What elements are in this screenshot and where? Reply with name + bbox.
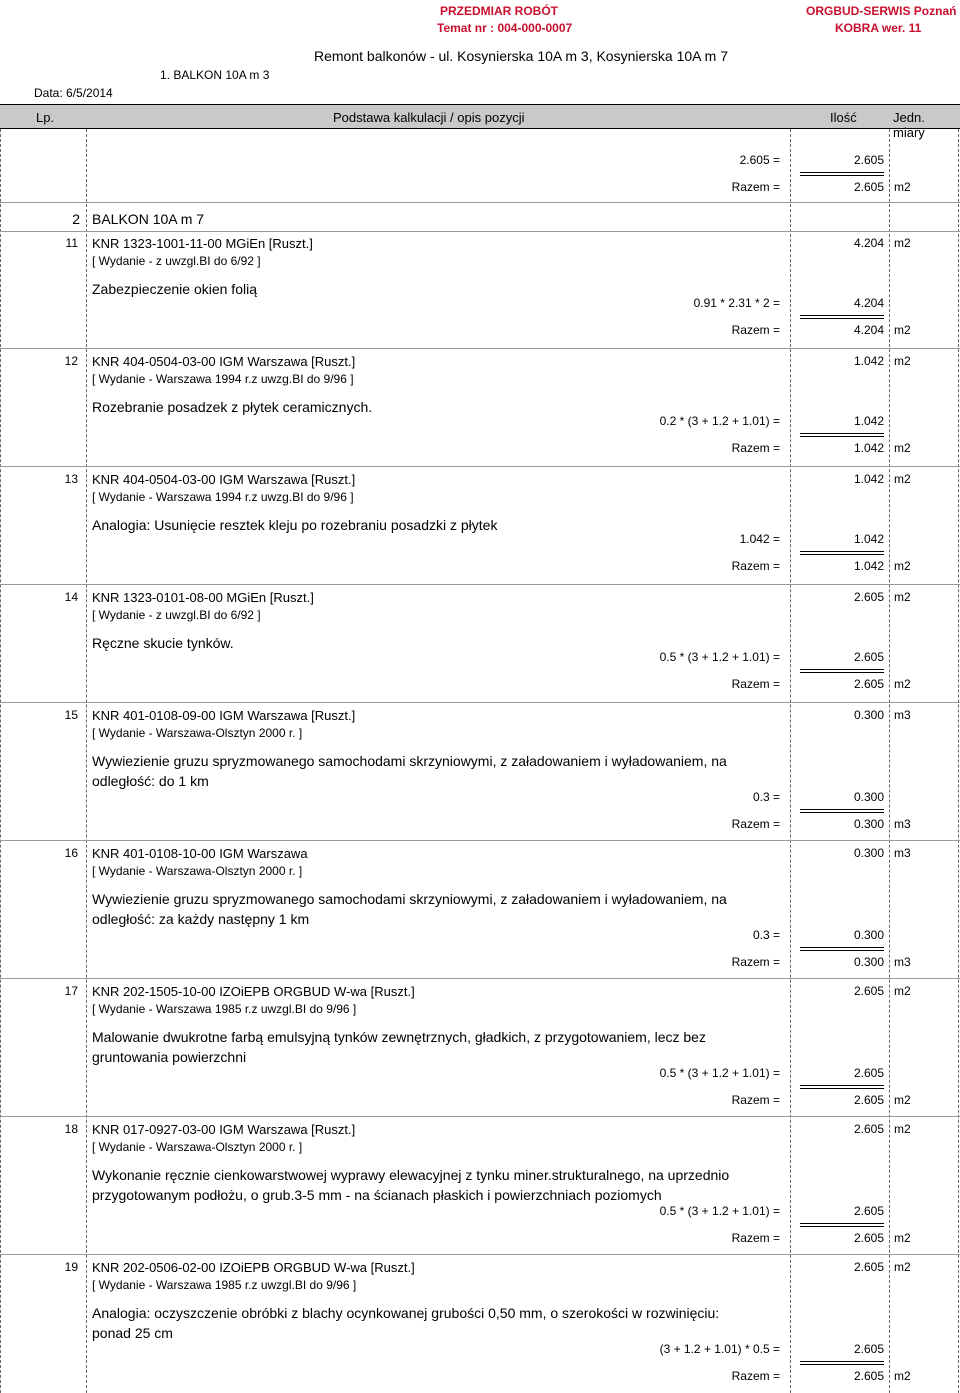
sum-rule <box>800 315 884 319</box>
item-quantity: 2.605 <box>853 984 884 998</box>
item-razem-unit: m3 <box>894 817 911 831</box>
item-code: KNR 202-1505-10-00 IZOiEPB ORGBUD W-wa [Ruszt.] <box>92 984 415 999</box>
item-source: [ Wydanie - Warszawa-Olsztyn 2000 r. ] <box>92 726 303 740</box>
frame-line <box>958 129 959 1393</box>
item-number: 11 <box>65 236 78 250</box>
row-divider <box>0 840 960 841</box>
item-description: Wywiezienie gruzu spryzmowanego samochodami skrzyniowymi, z załadowaniem i wyładowaniem, na odległość: za każdy następny 1 km <box>92 891 727 927</box>
row-divider <box>0 584 960 585</box>
row-divider <box>0 1254 960 1255</box>
item-razem-value: 2.605 <box>853 1231 884 1245</box>
item-razem-label: Razem = <box>731 817 780 831</box>
item-unit: m2 <box>894 984 911 998</box>
item-quantity: 0.300 <box>853 708 884 722</box>
item-quantity: 2.605 <box>853 1122 884 1136</box>
item-number: 13 <box>64 472 78 486</box>
item-calc: 1.042 = <box>739 532 780 546</box>
item-unit: m2 <box>894 590 911 604</box>
item-razem-unit: m2 <box>894 559 911 573</box>
item-calc-value: 2.605 <box>853 1204 884 1218</box>
sum-rule <box>800 1223 884 1227</box>
item-unit: m3 <box>894 708 911 722</box>
item-calc-value: 2.605 <box>853 1342 884 1356</box>
sum-rule <box>800 172 884 176</box>
carry-unit: m2 <box>894 180 911 194</box>
item-razem-unit: m2 <box>894 323 911 337</box>
item-calc: 0.5 * (3 + 1.2 + 1.01) = <box>659 650 780 664</box>
item-calc: 0.5 * (3 + 1.2 + 1.01) = <box>659 1066 780 1080</box>
item-unit: m2 <box>894 1260 911 1274</box>
item-unit: m2 <box>894 354 911 368</box>
col-lp: Lp. <box>36 110 55 125</box>
item-code: KNR 401-0108-09-00 IGM Warszawa [Ruszt.] <box>92 708 356 723</box>
sum-rule <box>800 1361 884 1365</box>
item-code: KNR 017-0927-03-00 IGM Warszawa [Ruszt.] <box>92 1122 356 1137</box>
item-calc: 0.5 * (3 + 1.2 + 1.01) = <box>659 1204 780 1218</box>
item-description: Zabezpieczenie okien folią <box>92 281 257 297</box>
item-quantity: 2.605 <box>853 590 884 604</box>
item-razem-unit: m2 <box>894 1369 911 1383</box>
item-razem-value: 2.605 <box>853 677 884 691</box>
item-calc-value: 4.204 <box>853 296 884 310</box>
row-divider <box>0 231 960 232</box>
sum-rule <box>800 809 884 813</box>
frame-line <box>889 129 890 1393</box>
item-razem-unit: m2 <box>894 1093 911 1107</box>
frame-line <box>86 129 87 1393</box>
item-razem-label: Razem = <box>731 677 780 691</box>
col-qty: Ilość <box>830 110 857 125</box>
item-razem-label: Razem = <box>731 323 780 337</box>
item-calc-value: 2.605 <box>853 1066 884 1080</box>
item-razem-value: 1.042 <box>853 441 884 455</box>
item-code: KNR 1323-1001-11-00 MGiEn [Ruszt.] <box>92 236 313 251</box>
col-desc: Podstawa kalkulacji / opis pozycji <box>333 110 525 125</box>
item-source: [ Wydanie - Warszawa-Olsztyn 2000 r. ] <box>92 1140 303 1154</box>
item-calc-value: 2.605 <box>853 650 884 664</box>
item-quantity: 1.042 <box>853 354 884 368</box>
item-source: [ Wydanie - z uwzgl.BI do 6/92 ] <box>92 608 261 622</box>
company-name: ORGBUD-SERWIS Poznań <box>806 4 957 18</box>
item-unit: m3 <box>894 846 911 860</box>
section-ref: 1. BALKON 10A m 3 <box>160 68 270 82</box>
item-razem-label: Razem = <box>731 1231 780 1245</box>
item-calc-value: 1.042 <box>853 414 884 428</box>
item-code: KNR 404-0504-03-00 IGM Warszawa [Ruszt.] <box>92 472 356 487</box>
item-quantity: 4.204 <box>853 236 884 250</box>
section-title: BALKON 10A m 7 <box>92 211 205 227</box>
item-razem-value: 2.605 <box>853 1369 884 1383</box>
sum-rule <box>800 433 884 437</box>
doc-temat: Temat nr : 004-000-0007 <box>437 21 573 35</box>
item-razem-unit: m2 <box>894 441 911 455</box>
column-header-bar <box>0 104 960 140</box>
item-number: 18 <box>64 1122 78 1136</box>
item-description: Analogia: Usunięcie resztek kleju po rozebraniu posadzki z płytek <box>92 517 498 533</box>
item-source: [ Wydanie - Warszawa 1994 r.z uwzg.BI do 9/96 ] <box>92 372 354 386</box>
sum-rule <box>800 947 884 951</box>
frame-line <box>0 129 1 1393</box>
item-razem-label: Razem = <box>731 559 780 573</box>
carry-value: 2.605 <box>853 153 884 167</box>
section-number: 2 <box>72 211 80 227</box>
item-description: Rozebranie posadzek z płytek ceramicznych. <box>92 399 373 415</box>
item-source: [ Wydanie - Warszawa 1985 r.z uwzgl.BI do 9/96 ] <box>92 1278 357 1292</box>
item-number: 14 <box>64 590 78 604</box>
item-calc: (3 + 1.2 + 1.01) * 0.5 = <box>659 1342 780 1356</box>
item-calc-value: 1.042 <box>853 532 884 546</box>
sum-rule <box>800 1085 884 1089</box>
frame-line <box>790 129 791 1393</box>
item-description: Malowanie dwukrotne farbą emulsyjną tynków zewnętrznych, gładkich, z przygotowaniem, lecz bez gruntowania powierzchni <box>92 1029 706 1065</box>
row-divider <box>0 1116 960 1117</box>
row-divider <box>0 978 960 979</box>
item-razem-value: 0.300 <box>853 955 884 969</box>
item-calc-value: 0.300 <box>853 928 884 942</box>
sum-rule <box>800 551 884 555</box>
item-razem-value: 4.204 <box>853 323 884 337</box>
item-number: 12 <box>64 354 78 368</box>
col-unit: Jedn. miary <box>893 110 925 140</box>
item-description: Analogia: oczyszczenie obróbki z blachy ocynkowanej grubości 0,50 mm, o szerokości w rozwinięciu: ponad 25 cm <box>92 1305 720 1341</box>
row-divider <box>0 348 960 349</box>
item-calc: 0.3 = <box>752 928 780 942</box>
item-description: Wywiezienie gruzu spryzmowanego samochodami skrzyniowymi, z załadowaniem i wyładowaniem, na odległość: do 1 km <box>92 753 727 789</box>
project-title: Remont balkonów - ul. Kosynierska 10A m 3, Kosynierska 10A m 7 <box>314 48 728 64</box>
item-calc: 0.2 * (3 + 1.2 + 1.01) = <box>659 414 780 428</box>
doc-date: Data: 6/5/2014 <box>34 86 113 100</box>
item-code: KNR 202-0506-02-00 IZOiEPB ORGBUD W-wa [Ruszt.] <box>92 1260 415 1275</box>
row-divider <box>0 702 960 703</box>
item-source: [ Wydanie - Warszawa-Olsztyn 2000 r. ] <box>92 864 303 878</box>
item-description: Ręczne skucie tynków. <box>92 635 234 651</box>
item-razem-label: Razem = <box>731 1369 780 1383</box>
item-razem-value: 2.605 <box>853 1093 884 1107</box>
item-razem-label: Razem = <box>731 441 780 455</box>
item-razem-value: 0.300 <box>853 817 884 831</box>
item-razem-unit: m3 <box>894 955 911 969</box>
item-source: [ Wydanie - z uwzgl.BI do 6/92 ] <box>92 254 261 268</box>
carry-razem-value: 2.605 <box>853 180 884 194</box>
item-number: 17 <box>64 984 78 998</box>
item-calc: 0.3 = <box>752 790 780 804</box>
item-unit: m2 <box>894 472 911 486</box>
item-razem-unit: m2 <box>894 1231 911 1245</box>
item-code: KNR 1323-0101-08-00 MGiEn [Ruszt.] <box>92 590 314 605</box>
item-quantity: 0.300 <box>853 846 884 860</box>
item-quantity: 1.042 <box>853 472 884 486</box>
item-unit: m2 <box>894 236 911 250</box>
row-divider <box>0 466 960 467</box>
carry-razem-label: Razem = <box>731 180 780 194</box>
item-number: 15 <box>64 708 78 722</box>
item-code: KNR 401-0108-10-00 IGM Warszawa <box>92 846 308 861</box>
item-unit: m2 <box>894 1122 911 1136</box>
row-divider <box>0 202 960 203</box>
item-razem-value: 1.042 <box>853 559 884 573</box>
doc-title: PRZEDMIAR ROBÓT <box>440 4 558 18</box>
item-quantity: 2.605 <box>853 1260 884 1274</box>
item-razem-label: Razem = <box>731 1093 780 1107</box>
item-number: 16 <box>64 846 78 860</box>
item-code: KNR 404-0504-03-00 IGM Warszawa [Ruszt.] <box>92 354 356 369</box>
item-number: 19 <box>64 1260 78 1274</box>
item-source: [ Wydanie - Warszawa 1994 r.z uwzg.BI do 9/96 ] <box>92 490 354 504</box>
item-razem-unit: m2 <box>894 677 911 691</box>
item-source: [ Wydanie - Warszawa 1985 r.z uwzgl.BI do 9/96 ] <box>92 1002 357 1016</box>
software-version: KOBRA wer. 11 <box>835 21 922 35</box>
carry-calc: 2.605 = <box>739 153 780 167</box>
item-description: Wykonanie ręcznie cienkowarstwowej wyprawy elewacyjnej z tynku miner.strukturalnego, na uprzednio przygotowanym podłożu, o grub.3-5 mm - na ścianach płaskich i powierzchniach poziomych <box>92 1167 730 1203</box>
sum-rule <box>800 669 884 673</box>
item-calc: 0.91 * 2.31 * 2 = <box>693 296 780 310</box>
item-razem-label: Razem = <box>731 955 780 969</box>
item-calc-value: 0.300 <box>853 790 884 804</box>
